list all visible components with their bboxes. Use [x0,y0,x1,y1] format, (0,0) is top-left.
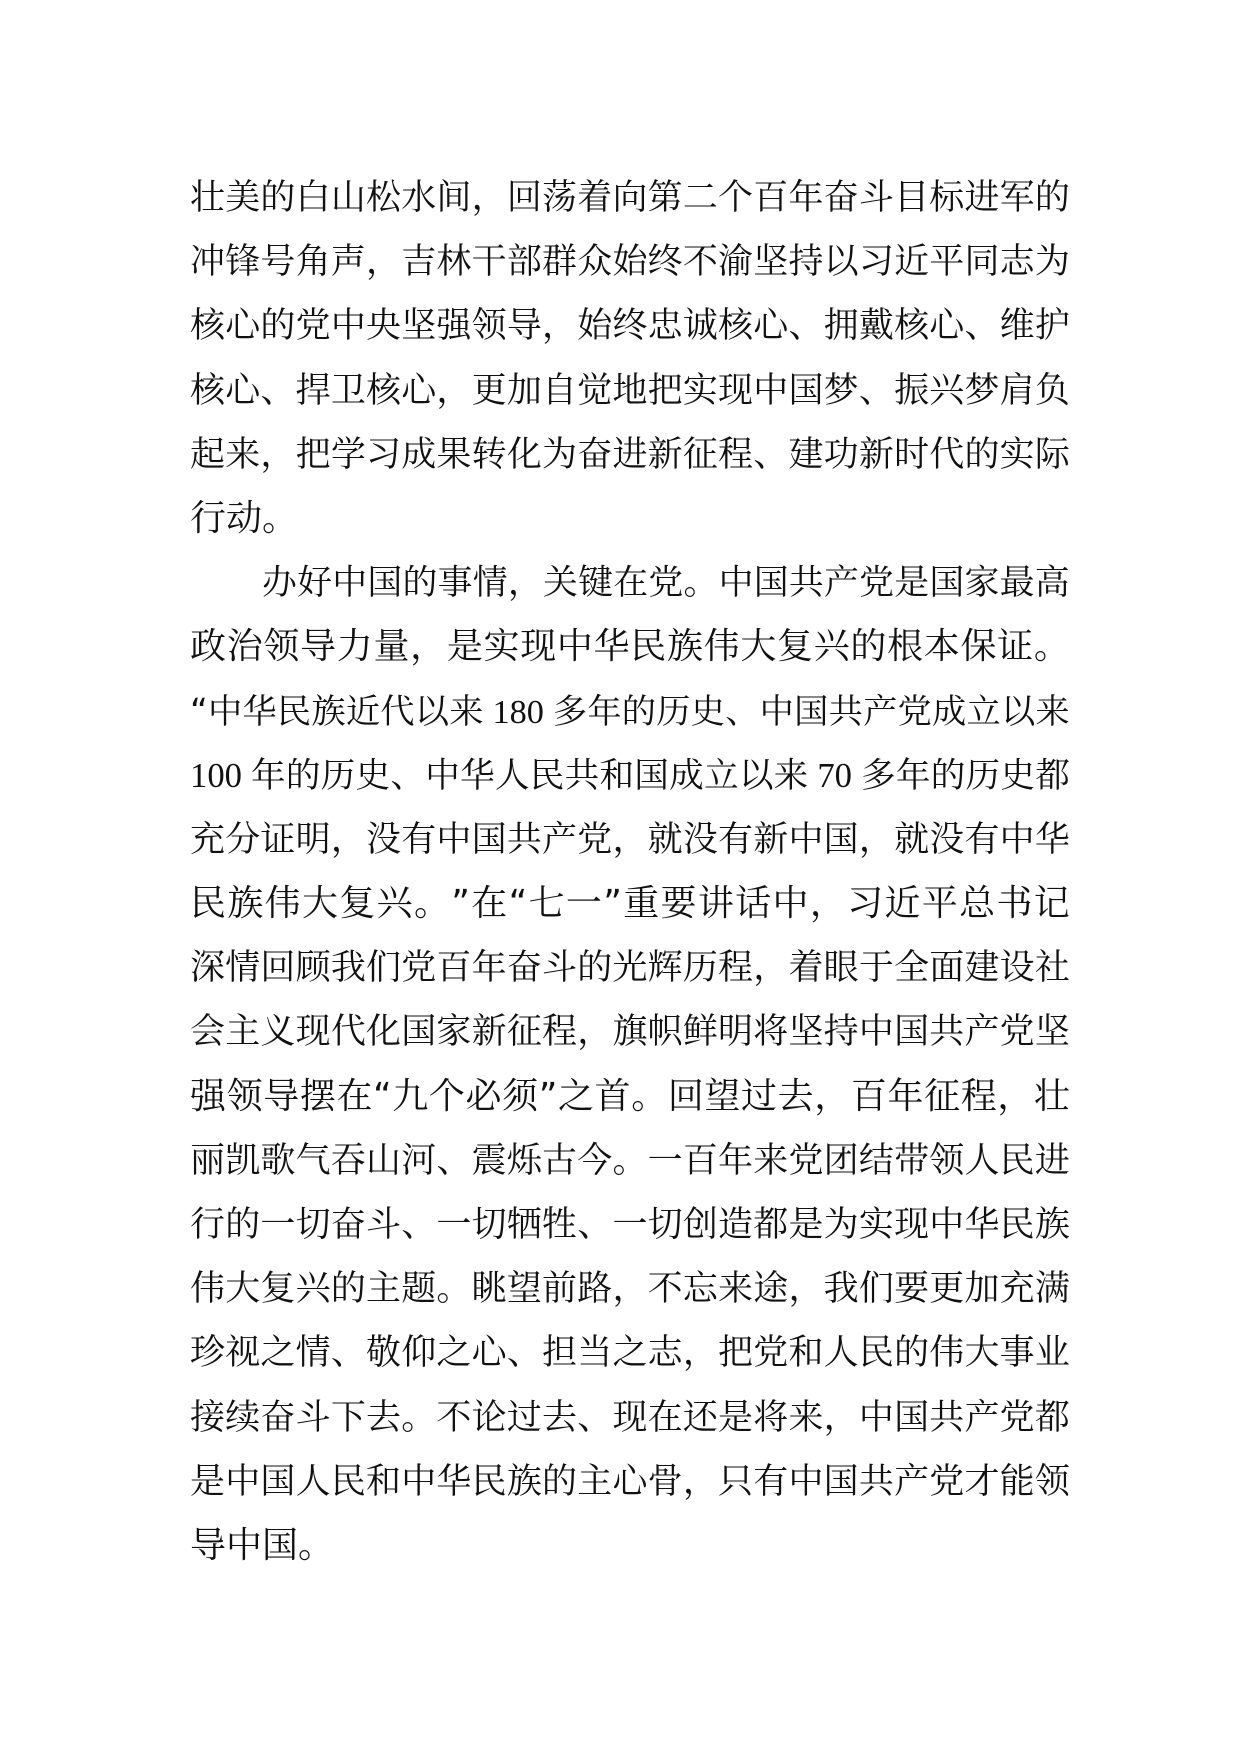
paragraph-2-line-5: 充 分 证 明 ， 没 有 中 国 共 产 党 ， 就 没 有 新 中 国 ， 就 没 有 中 华 [190,819,1070,860]
body-text [190,166,1070,1578]
paragraph-2-line-14: 接 续 奋 斗 下 去 。 不 论 过 去 、 现 在 还 是 将 来 ， 中 国 共 产 党 都 [190,1397,1070,1438]
paragraph-2-line-15: 是 中 国 人 民 和 中 华 民 族 的 主 心 骨 ， 只 有 中 国 共 产 党 才 能 领 [190,1461,1070,1502]
paragraph-1-line-5: 起 来 ， 把 学 习 成 果 转 化 为 奋 进 新 征 程 、 建 功 新 时 代 的 实 际 [190,434,1070,475]
paragraph-2-line-2: 政 治 领 导 力 量 ， 是 实 现 中 华 民 族 伟 大 复 兴 的 根 本 保 证 。 [190,626,1070,668]
paragraph-2-line-16: 导 中 国 。 [190,1524,335,1566]
paragraph-2-line-11: 行 的 一 切 奋 斗 、 一 切 牺 牲 、 一 切 创 造 都 是 为 实 现 中 华 民 族 [190,1205,1070,1245]
paragraph-2-line-9: 强 领 导 摆 在 “ 九 个 必 须 ” 之 首 。 回 望 过 去 ， 百 年 征 程 ， 壮 [190,1075,1070,1117]
paragraph-2-line-13: 珍 视 之 情 、 敬 仰 之 心 、 担 当 之 志 ， 把 党 和 人 民 的 伟 大 事 业 [190,1333,1070,1374]
paragraph-2-line-8: 会 主 义 现 代 化 国 家 新 征 程 ， 旗 帜 鲜 明 将 坚 持 中 国 共 产 党 坚 [190,1012,1070,1053]
paragraph-2-line-10: 丽 凯 歌 气 吞 山 河 、 震 烁 古 今 。 一 百 年 来 党 团 结 带 领 人 民 进 [190,1140,1070,1181]
paragraph-2-line-7: 深 情 回 顾 我 们 党 百 年 奋 斗 的 光 辉 历 程 ， 着 眼 于 全 面 建 设 社 [190,948,1070,989]
paragraph-1-line-2: 冲 锋 号 角 声 ， 吉 林 干 部 群 众 始 终 不 渝 坚 持 以 习 近 平 同 志 为 [190,242,1070,283]
paragraph-2-line-3: “ 中 华 民 族 近 代 以 来 180 多 年 的 历 史 、 中 国 共 产 党 成 立 以 来 [190,691,1070,732]
paragraph-2-line-6: 民 族 伟 大 复 兴 。 ” 在 “ 七 一 ” 重 要 讲 话 中 ， 习 近 平 总 书 记 [190,883,1070,925]
paragraph-1-line-6: 行 动 。 [190,497,299,539]
paragraph-1-line-3: 核 心 的 党 中 央 坚 强 领 导 ， 始 终 忠 诚 核 心 、 拥 戴 核 心 、 维 护 [190,306,1070,347]
paragraph-1-line-4: 核 心 、 捍 卫 核 心 ， 更 加 自 觉 地 把 实 现 中 国 梦 、 振 兴 梦 肩 负 [190,370,1070,411]
paragraph-2-line-12: 伟 大 复 兴 的 主 题 。 眺 望 前 路 ， 不 忘 来 途 ， 我 们 要 更 加 充 满 [190,1269,1070,1310]
paragraph-2-line-1: 办 好 中 国 的 事 情 ， 关 键 在 党 。 中 国 共 产 党 是 国 家 最 高 [262,563,1070,604]
paragraph-1-line-1: 壮 美 的 白 山 松 水 间 ， 回 荡 着 向 第 二 个 百 年 奋 斗 目 标 进 军 的 [190,178,1070,218]
paragraph-2-line-4: 100 年 的 历 史 、 中 华 人 民 共 和 国 成 立 以 来 70 多 年 的 历 史 都 [190,755,1070,796]
